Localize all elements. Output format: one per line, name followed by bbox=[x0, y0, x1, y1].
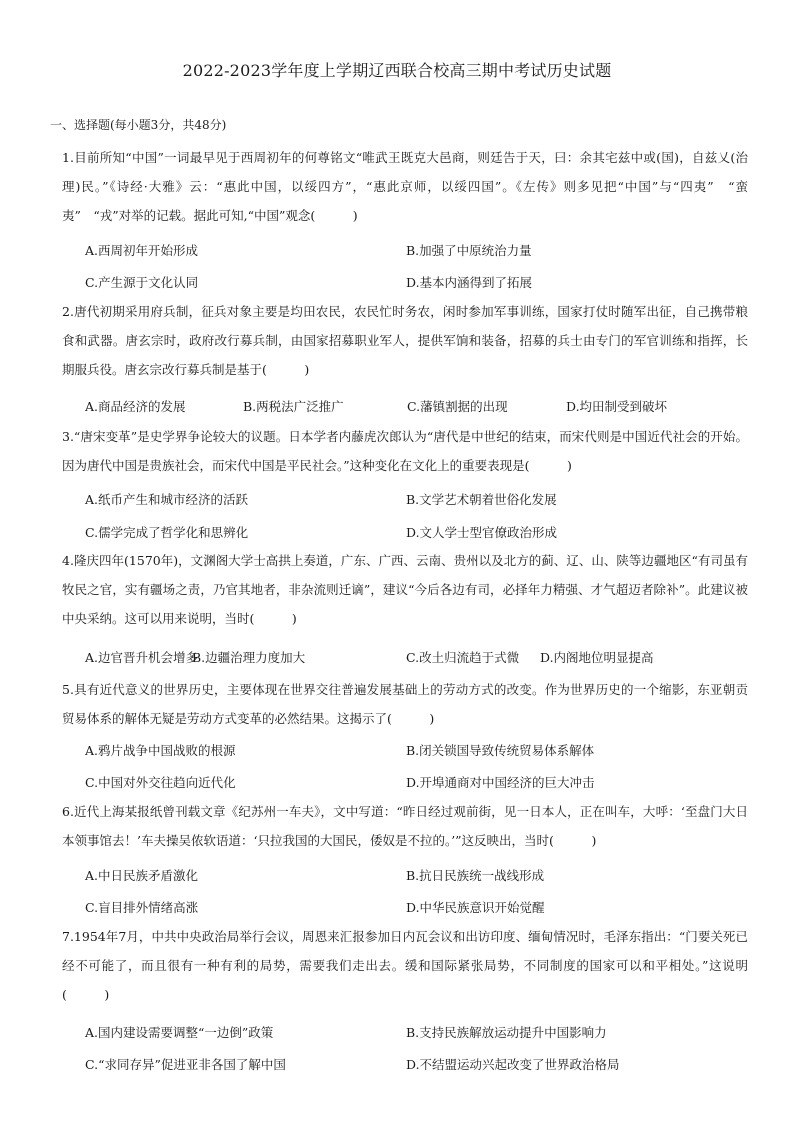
question-6-option-b[interactable]: B.抗日民族统一战线形成 bbox=[406, 868, 545, 883]
question-7-option-b[interactable]: B.支持民族解放运动提升中国影响力 bbox=[406, 1025, 607, 1040]
question-4-stem: 4.隆庆四年(1570年)，文渊阁大学士高拱上奏道，广东、广西、云南、贵州以及北方的蓟、辽、山、陕等边疆地区“有司虽有牧民之官，实有疆场之责，乃官其地者，非杂流则迁谪”，建议“今后各边有司，必择年力精强、才气超迈者除补”。此建议被中央采纳。这可以用来说明，当时( ) bbox=[62, 553, 748, 626]
question-7-stem: 7.1954年7月，中共中央政治局举行会议，周恩来汇报参加日内瓦会议和出访印度、缅甸情况时，毛泽东指出：“门要关死已经不可能了，而且很有一种有利的局势，需要我们走出去。缓和国际紧张局势，不同制度的国家可以和平相处。”这说明( ) bbox=[62, 929, 748, 1002]
question-1-option-b[interactable]: B.加强了中原统治力量 bbox=[406, 243, 532, 258]
question-4-option-d[interactable]: D.内阁地位明显提高 bbox=[540, 650, 654, 665]
exam-title: 2022-2023学年度上学期辽西联合校高三期中考试历史试题 bbox=[182, 61, 612, 80]
question-6-option-a[interactable]: A.中日民族矛盾激化 bbox=[85, 868, 199, 883]
question-5-option-d[interactable]: D.开埠通商对中国经济的巨大冲击 bbox=[406, 775, 595, 790]
question-3-option-a[interactable]: A.纸币产生和城市经济的活跃 bbox=[85, 492, 249, 507]
question-4-option-a[interactable]: A.边官晋升机会增多 bbox=[85, 650, 199, 665]
question-6-option-d[interactable]: D.中华民族意识开始觉醒 bbox=[406, 900, 545, 915]
section-heading: 一、选择题(每小题3分，共48分) bbox=[50, 118, 227, 132]
question-3-stem: 3.“唐宋变革”是史学界争论较大的议题。日本学者内藤虎次郎认为“唐代是中世纪的结束，而宋代则是中国近代社会的开始。因为唐代中国是贵族社会，而宋代中国是平民社会。”这种变化在文化上的重要表现是( ) bbox=[62, 429, 748, 473]
question-5-option-c[interactable]: C.中国对外交往趋向近代化 bbox=[85, 775, 236, 790]
question-1-option-d[interactable]: D.基本内涵得到了拓展 bbox=[406, 275, 533, 290]
question-3-option-b[interactable]: B.文学艺术朝着世俗化发展 bbox=[406, 492, 557, 507]
question-6-stem: 6.近代上海某报纸曾刊载文章《纪苏州一车夫》，文中写道：“昨日经过观前街，见一日本人，正在叫车，大呼：‘至盘门大日本领事馆去！’车夫操吴侬软语道：‘只拉我国的大国民，倭奴是不拉的。’”这反映出，当时( ) bbox=[62, 804, 748, 848]
question-7-option-d[interactable]: D.不结盟运动兴起改变了世界政治格局 bbox=[406, 1057, 620, 1072]
question-5-option-a[interactable]: A.鸦片战争中国战败的根源 bbox=[85, 743, 236, 758]
question-2-option-d[interactable]: D.均田制受到破坏 bbox=[566, 399, 668, 414]
question-5-option-b[interactable]: B.闭关锁国导致传统贸易体系解体 bbox=[406, 743, 595, 758]
question-2-option-b[interactable]: B.两税法广泛推广 bbox=[243, 399, 344, 414]
question-7-option-a[interactable]: A.国内建设需要调整“一边倒”政策 bbox=[85, 1025, 274, 1040]
question-4-option-c[interactable]: C.改土归流趋于式微 bbox=[406, 650, 520, 665]
question-5-stem: 5.具有近代意义的世界历史，主要体现在世界交往普遍发展基础上的劳动方式的改变。作为世界历史的一个缩影，东亚朝贡贸易体系的解体无疑是劳动方式变革的必然结果。这揭示了( ) bbox=[62, 682, 748, 726]
question-3-option-c[interactable]: C.儒学完成了哲学化和思辨化 bbox=[85, 525, 249, 540]
question-7-option-c[interactable]: C.“求同存异”促进亚非各国了解中国 bbox=[85, 1057, 286, 1072]
question-1-option-c[interactable]: C.产生源于文化认同 bbox=[85, 275, 199, 290]
question-2-option-a[interactable]: A.商品经济的发展 bbox=[85, 399, 186, 414]
question-1-option-a[interactable]: A.西周初年开始形成 bbox=[85, 243, 199, 258]
question-2-stem: 2.唐代初期采用府兵制，征兵对象主要是均田农民，农民忙时务农，闲时参加军事训练，国家打仗时随军出征，自己携带粮食和武器。唐玄宗时，政府改行募兵制，由国家招募职业军人，提供军饷和装备，招募的兵士由专门的军官训练和指挥，长期服兵役。唐玄宗改行募兵制是基于( ) bbox=[62, 304, 748, 377]
question-1-stem: 1.目前所知“中国”一词最早见于西周初年的何尊铭文“唯武王既克大邑商，则廷告于天，曰：余其宅兹中或(国)，自兹乂(治理)民。”《诗经·大雅》云：“惠此中国，以绥四方”，“惠此京师，以绥四国”。《左传》则多见把“中国”与“四夷” “蛮夷” “戎”对举的记载。据此可知,“中国”观念( ) bbox=[62, 150, 748, 223]
question-6-option-c[interactable]: C.盲目排外情绪高涨 bbox=[85, 900, 199, 915]
question-4-option-b[interactable]: B.边疆治理力度加大 bbox=[192, 650, 306, 665]
question-3-option-d[interactable]: D.文人学士型官僚政治形成 bbox=[406, 525, 558, 540]
question-2-option-c[interactable]: C.藩镇割据的出现 bbox=[407, 399, 508, 414]
